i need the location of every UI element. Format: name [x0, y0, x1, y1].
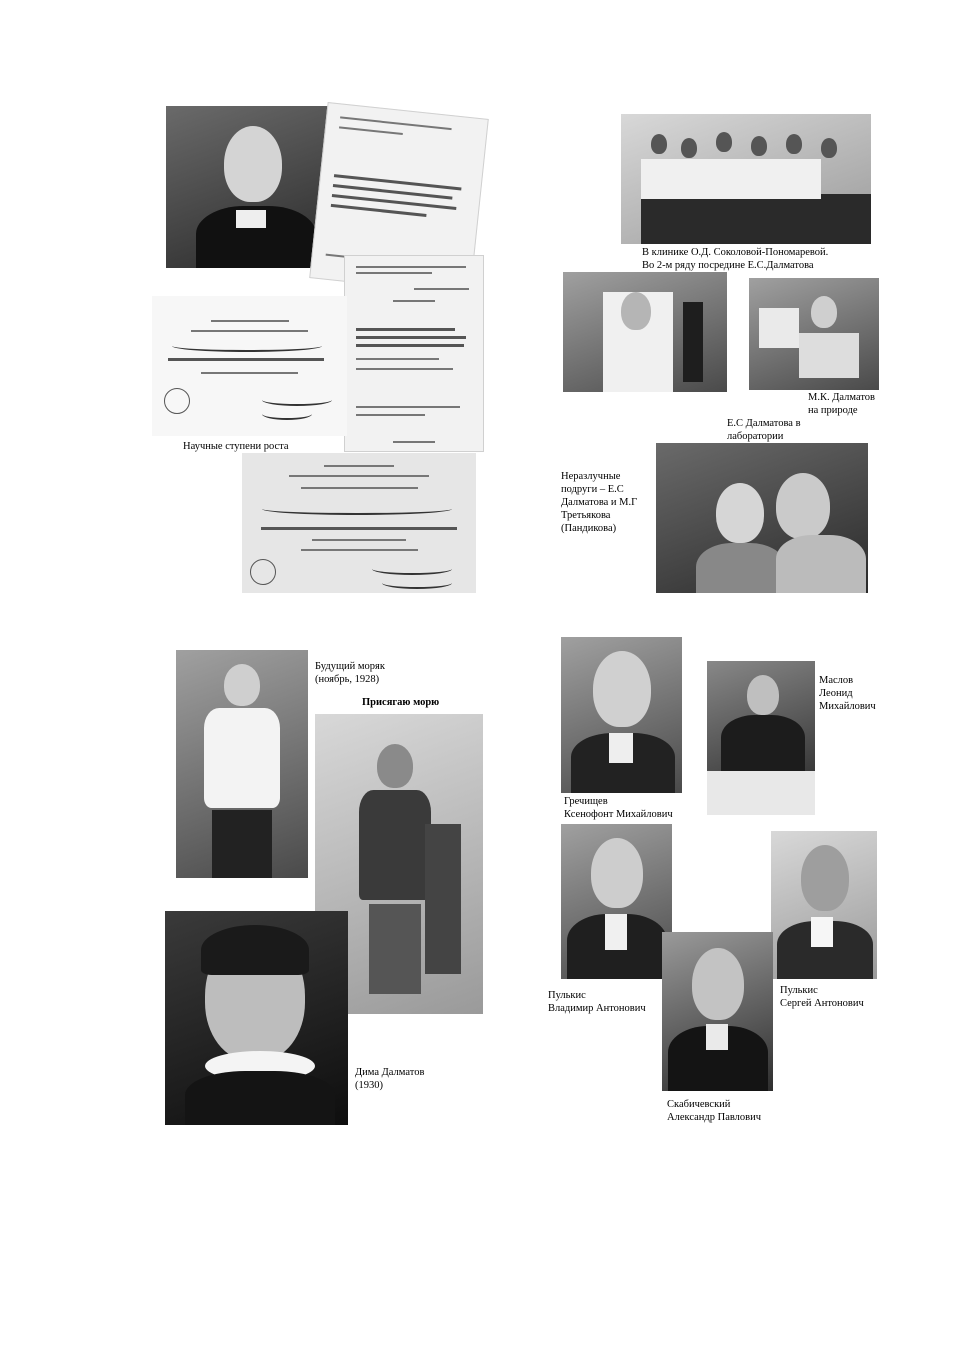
pulkis-vladimir-portrait-photo	[561, 824, 672, 979]
caption-es-lab: Е.С Далматова в лаборатории	[727, 418, 801, 442]
professor-title-certificate	[242, 453, 476, 593]
maslov-portrait-photo	[707, 661, 815, 815]
mk-dalmatov-nature-photo	[749, 278, 879, 390]
caption-friends: Неразлучные подруги – Е.С Далматова и М.Г Третьякова (Пандикова)	[561, 471, 638, 534]
es-dalmatova-lab-photo	[563, 272, 727, 392]
caption-dima: Дима Далматов (1930)	[355, 1067, 425, 1091]
caption-future-sailor: Будущий моряк (ноябрь, 1928)	[315, 661, 385, 685]
grechishchev-portrait-photo	[561, 637, 682, 793]
pulkis-sergey-portrait-photo	[771, 831, 877, 979]
dissertation-cover	[344, 255, 484, 452]
doctor-degree-certificate	[152, 296, 347, 436]
portrait-young-man-photo	[166, 106, 328, 268]
caption-pulkis-v: Пулькис Владимир Антонович	[548, 990, 646, 1014]
caption-maslov: Маслов Леонид Михайлович	[819, 675, 876, 712]
clinic-group-photo	[621, 114, 871, 244]
caption-science-steps: Научные ступени роста	[183, 441, 289, 452]
caption-clinic: В клинике О.Д. Соколовой-Пономаревой. Во 2-м ряду посредине Е.С.Далматова	[642, 247, 829, 271]
caption-grechishchev: Гречищев Ксенофонт Михайлович	[564, 796, 673, 820]
dima-portrait-photo	[165, 911, 348, 1125]
caption-mk-nature: М.К. Далматов на природе	[808, 392, 875, 416]
caption-skabichevsky: Скабичевский Александр Павлович	[667, 1099, 762, 1123]
caption-sea-oath: Присягаю морю	[362, 697, 440, 708]
caption-pulkis-s: Пулькис Сергей Антонович	[780, 985, 864, 1009]
skabichevsky-portrait-photo	[662, 932, 773, 1091]
friends-photo	[656, 443, 868, 593]
sailor-child-standing-photo	[176, 650, 308, 878]
